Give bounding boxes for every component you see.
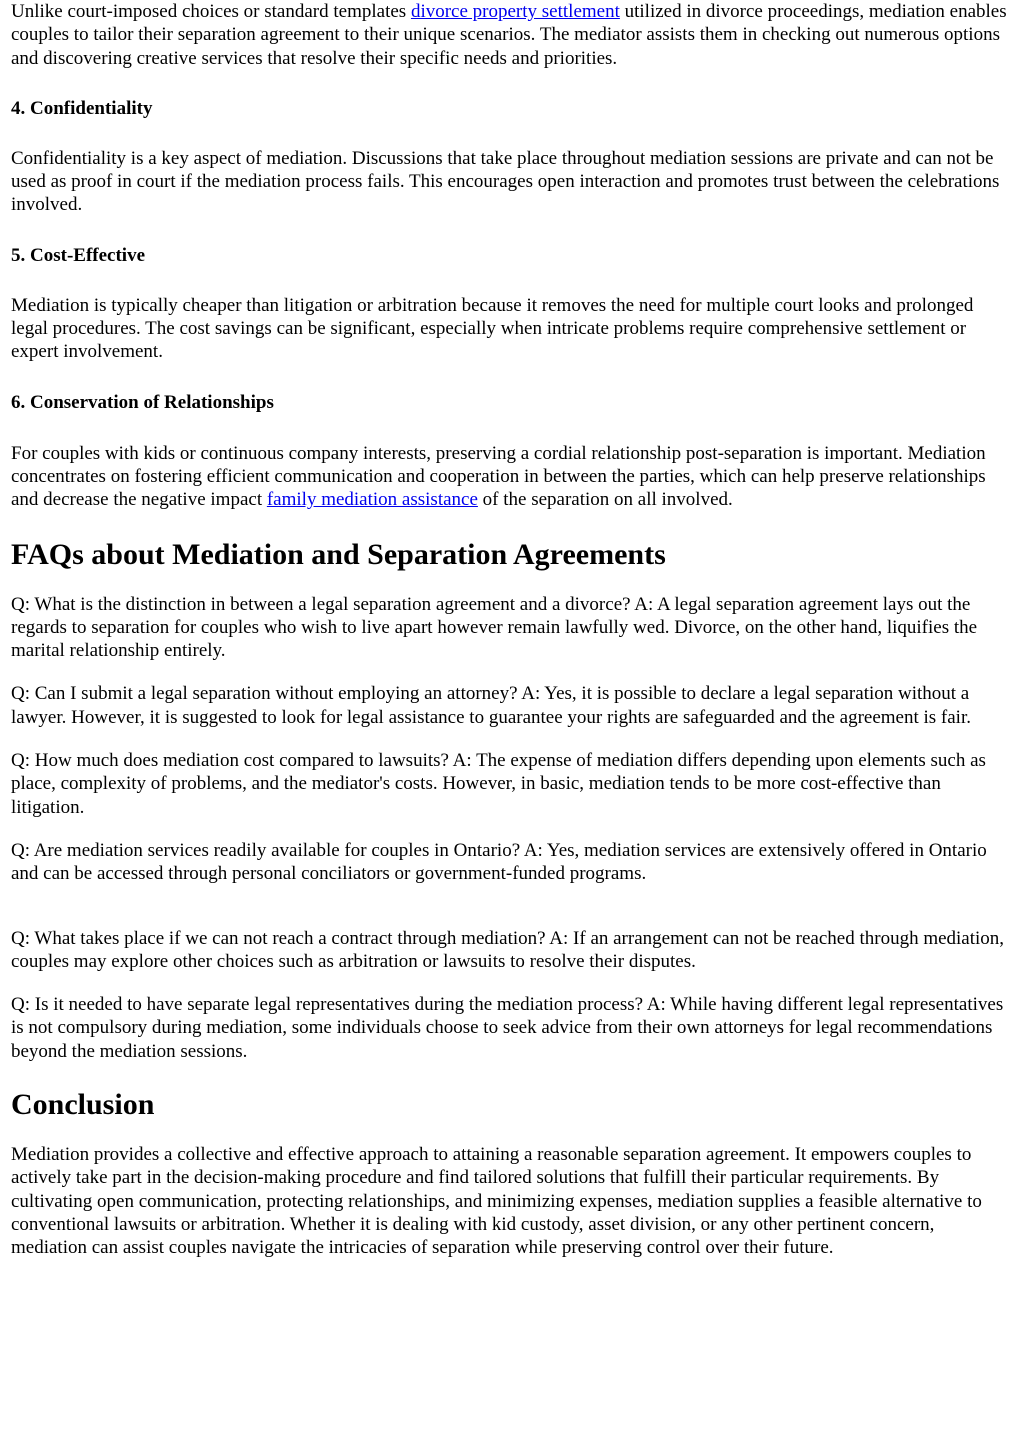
confidentiality-heading: 4. Confidentiality [11, 97, 153, 119]
faq-item: Q: How much does mediation cost compared to lawsuits? A: The expense of mediation differs depending upon elements such as place, complexity of problems, and the mediator's costs. However, in basic, mediation tends to be more cost-effective than litigation. [11, 750, 986, 818]
conclusion-paragraph: Mediation provides a collective and effective approach to attaining a reasonable separation agreement. It empowers couples to actively take part in the decision-making procedure and find tailored solutions that fulfill their particular requirements. By cultivating open communication, protecting relationships, and minimizing expenses, mediation supplies a feasible alternative to conventional lawsuits or arbitration. Whether it is dealing with kid custody, asset division, or any other pertinent concern, mediation can assist couples navigate the intricacies of separation while preserving control over their future. [11, 1144, 982, 1259]
faq-item: Q: What takes place if we can not reach a contract through mediation? A: If an arrangement can not be reached through mediation, couples may explore other choices such as arbitration or lawsuits to resolve their disputes. [11, 927, 1005, 972]
family-mediation-assistance-link[interactable]: family mediation assistance [266, 489, 478, 511]
relationships-paragraph [11, 442, 1013, 512]
divorce-property-settlement-link[interactable]: divorce property settlement [410, 1, 620, 22]
confidentiality-paragraph: Confidentiality is a key aspect of mediation. Discussions that take place throughout mediation sessions are private and can not be used as proof in court if the mediation process fails. This encourages open interaction and promotes trust between the celebrations involved. [11, 147, 1000, 216]
faq-item: Q: What is the distinction in between a legal separation agreement and a divorce? A: A legal separation agreement lays out the regards to separation for couples who wish to live apart however remain lawfully wed. Divorce, on the other hand, liquifies the marital relationship entirely. [11, 593, 978, 662]
faq-item: Q: Can I submit a legal separation without employing an attorney? A: Yes, it is possible to declare a legal separation without a lawyer. However, it is suggested to look for legal assistance to guarantee your rights are safeguarded and the agreement is fair. [11, 683, 971, 728]
intro-text-before: Unlike court-imposed choices or standard templates [11, 1, 411, 22]
cost-effective-heading: 5. Cost-Effective [11, 244, 146, 266]
intro-text-after: utilized in divorce proceedings, mediation enables couples to tailor their separation agreement to their unique scenarios. The mediator assists them in checking out numerous options and discovering creative services that resolve their specific needs and priorities. [11, 1, 1007, 69]
relationships-text-after: of the separation on all involved. [477, 489, 733, 511]
intro-paragraph [11, 0, 1013, 70]
faq-item: Q: Is it needed to have separate legal representatives during the mediation process? A: While having different legal representatives is not compulsory during mediation, some individuals choose to seek advice from their own attorneys for legal recommendations beyond the mediation sessions. [11, 994, 1004, 1062]
relationships-text-before: For couples with kids or continuous company interests, preserving a cordial relationship post-separation is important. Mediation concentrates on fostering efficient communication and cooperation in between the parties, which can help preserve relationships and decrease the negative impact [11, 442, 986, 511]
conclusion-heading: Conclusion [11, 1088, 155, 1122]
faq-item: Q: Are mediation services readily available for couples in Ontario? A: Yes, mediation services are extensively offered in Ontario and can be accessed through personal conciliators or government-funded programs. [11, 839, 987, 885]
relationships-heading: 6. Conservation of Relationships [11, 391, 274, 413]
cost-effective-paragraph: Mediation is typically cheaper than litigation or arbitration because it removes the need for multiple court looks and prolonged legal procedures. The cost savings can be significant, especially when intricate problems require comprehensive settlement or expert involvement. [11, 294, 974, 363]
faq-heading: FAQs about Mediation and Separation Agreements [11, 537, 666, 571]
